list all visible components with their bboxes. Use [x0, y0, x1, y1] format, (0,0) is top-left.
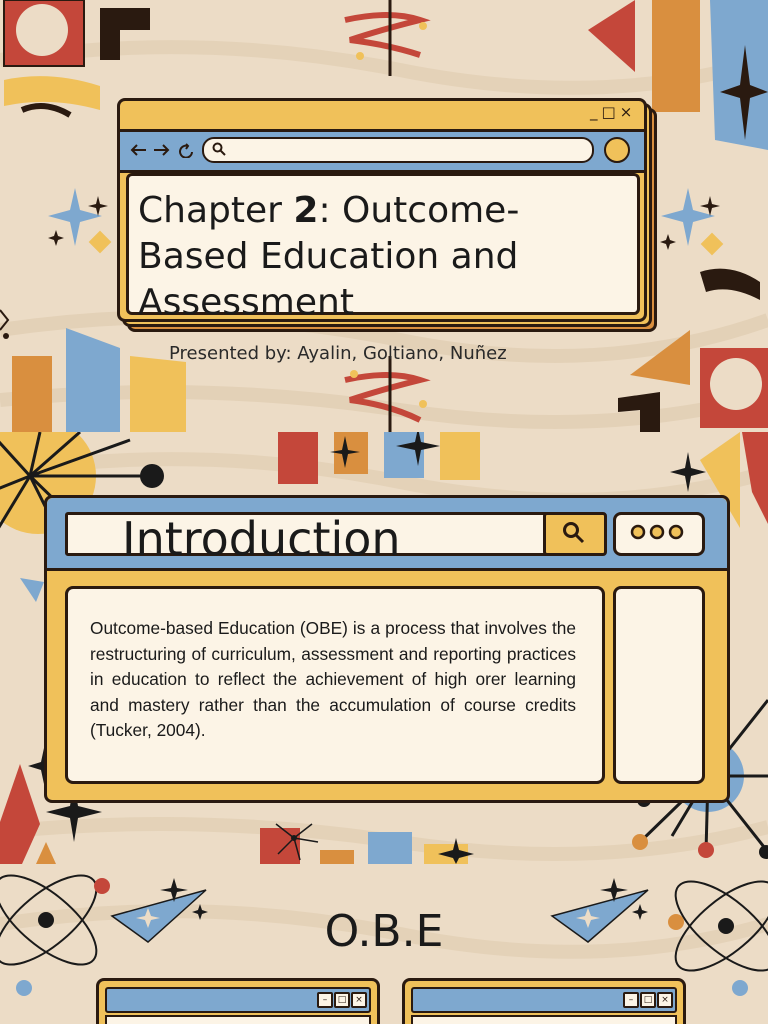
minimize-icon[interactable]: _: [590, 103, 602, 121]
mini-window-content: [411, 1015, 677, 1024]
slide-title: O.B.E: [324, 906, 444, 957]
address-bar[interactable]: [202, 137, 594, 163]
slide-introduction: [0, 432, 768, 864]
window-controls: [590, 103, 636, 121]
page-title: Chapter 2: Outcome-Based Education and Assessment: [138, 190, 520, 323]
close-icon[interactable]: ×: [619, 103, 637, 121]
close-icon[interactable]: ×: [351, 992, 367, 1008]
mini-window-content: [105, 1015, 371, 1024]
toolbar: [120, 129, 644, 173]
slide-title: [0, 0, 768, 432]
nav-icons: [130, 142, 200, 158]
slide-title: Introduction: [122, 512, 401, 566]
more-dots-icon: [630, 524, 686, 540]
intro-paragraph: Outcome-based Education (OBE) is a process that involves the restructuring of curriculum, assessment and reporting practices in education to reflect the achievement of high orer learning and mastery rather than the accumulation of course credits (Tucker, 2004).: [90, 618, 576, 740]
forward-arrow-icon: [154, 145, 168, 155]
search-icon: [212, 142, 226, 156]
maximize-icon[interactable]: □: [334, 992, 350, 1008]
search-button[interactable]: [543, 512, 607, 556]
go-button[interactable]: [604, 137, 630, 163]
menu-button[interactable]: [613, 512, 705, 556]
close-icon[interactable]: ×: [657, 992, 673, 1008]
mini-window-left: [96, 978, 380, 1024]
minimize-icon[interactable]: –: [317, 992, 333, 1008]
back-arrow-icon: [132, 145, 146, 155]
slide-obe: [0, 864, 768, 1024]
minimize-icon[interactable]: –: [623, 992, 639, 1008]
presenters-line: Presented by: Ayalin, Goltiano, Nuñez: [169, 343, 507, 364]
mini-window-titlebar: [105, 987, 371, 1013]
search-icon: [562, 521, 586, 545]
side-panel: [613, 586, 705, 784]
refresh-icon: [180, 144, 192, 158]
mini-window-titlebar: [411, 987, 677, 1013]
maximize-icon[interactable]: □: [601, 103, 620, 121]
maximize-icon[interactable]: □: [640, 992, 656, 1008]
mini-window-right: [402, 978, 686, 1024]
